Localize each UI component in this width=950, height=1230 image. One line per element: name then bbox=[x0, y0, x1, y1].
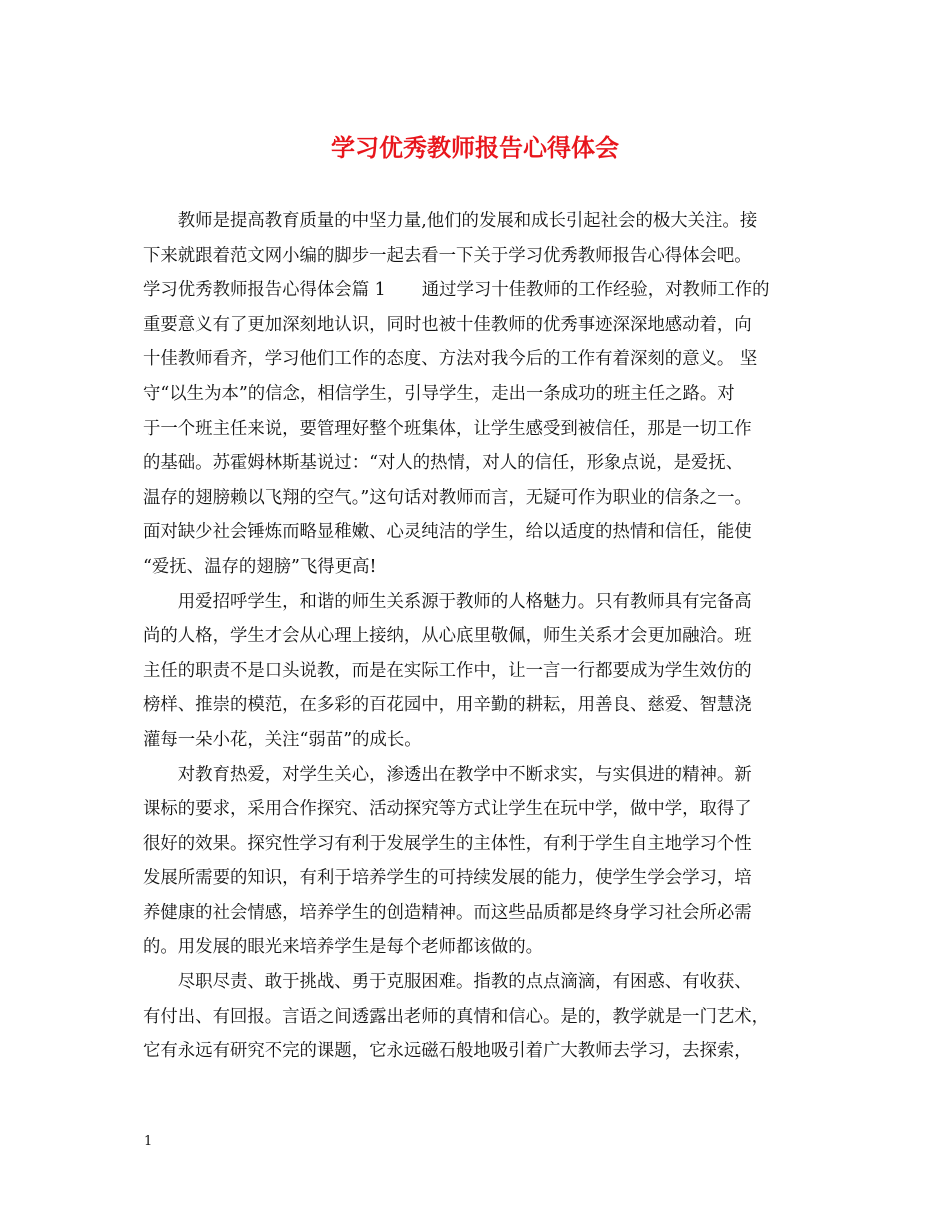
body-line: 尽职尽责、敢于挑战、勇于克服困难。指教的点点滴滴，有困惑、有收获、 bbox=[143, 972, 752, 993]
document-title: 学习优秀教师报告心得体会 bbox=[331, 133, 619, 162]
body-line: 用爱招呼学生，和谐的师生关系源于教师的人格魅力。只有教师具有完备高 bbox=[143, 591, 752, 612]
body-line: 灌每一朵小花，关注“弱苗”的成长。 bbox=[143, 729, 422, 750]
body-line: 十佳教师看齐，学习他们工作的态度、方法对我今后的工作有着深刻的意义。 坚 bbox=[143, 349, 758, 370]
body-line: 很好的效果。探究性学习有利于发展学生的主体性，有利于学生自主地学习个性 bbox=[143, 833, 752, 854]
document-body bbox=[143, 204, 823, 1069]
body-line-text: 通过学习十佳教师的工作经验，对教师工作的 bbox=[421, 280, 770, 301]
body-line: 守“以生为本”的信念，相信学生，引导学生，走出一条成功的班主任之路。对 bbox=[143, 383, 735, 404]
body-line: 发展所需要的知识，有利于培养学生的可持续发展的能力，使学生学会学习，培 bbox=[143, 868, 752, 889]
body-line: 教师是提高教育质量的中坚力量,他们的发展和成长引起社会的极大关注。接 bbox=[143, 211, 758, 231]
body-line: 下来就跟着范文网小编的脚步一起去看一下关于学习优秀教师报告心得体会吧。 bbox=[143, 245, 752, 266]
body-line-with-heading bbox=[143, 273, 823, 308]
body-line: 它有永远有研究不完的课题，它永远磁石般地吸引着广大教师去学习，去探索， bbox=[143, 1041, 752, 1062]
body-line: “爱抚、温存的翅膀”飞得更高! bbox=[143, 556, 377, 577]
section-heading: 学习优秀教师报告心得体会篇 1 bbox=[143, 280, 386, 301]
body-line: 重要意义有了更加深刻地认识，同时也被十佳教师的优秀事迹深深地感动着，向 bbox=[143, 314, 752, 335]
body-line: 温存的翅膀赖以飞翔的空气。”这句话对教师而言，无疑可作为职业的信条之一。 bbox=[143, 487, 752, 508]
body-line: 主任的职责不是口头说教，而是在实际工作中，让一言一行都要成为学生效仿的 bbox=[143, 660, 752, 681]
page-number: 1 bbox=[144, 1134, 153, 1149]
body-line: 的。用发展的眼光来培养学生是每个老师都该做的。 bbox=[143, 937, 543, 958]
body-line: 榜样、推崇的模范，在多彩的百花园中，用辛勤的耕耘，用善良、慈爱、智慧浇 bbox=[143, 695, 752, 716]
body-line: 对教育热爱，对学生关心，渗透出在教学中不断求实，与实俱进的精神。新 bbox=[143, 764, 752, 785]
body-line: 尚的人格，学生才会从心理上接纳，从心底里敬佩，师生关系才会更加融洽。班 bbox=[143, 626, 752, 647]
body-line: 有付出、有回报。言语之间透露出老师的真情和信心。是的，教学就是一门艺术， bbox=[143, 1006, 770, 1027]
body-line: 养健康的社会情感，培养学生的创造精神。而这些品质都是终身学习社会所必需 bbox=[143, 902, 752, 923]
body-line: 的基础。苏霍姆林斯基说过：“对人的热情，对人的信任，形象点说，是爱抚、 bbox=[143, 453, 744, 474]
body-line: 课标的要求，采用合作探究、活动探究等方式让学生在玩中学，做中学，取得了 bbox=[143, 799, 752, 820]
body-line: 面对缺少社会锤炼而略显稚嫩、心灵纯洁的学生，给以适度的热情和信任，能使 bbox=[143, 522, 752, 543]
body-line: 于一个班主任来说，要管理好整个班集体，让学生感受到被信任，那是一切工作 bbox=[143, 418, 752, 439]
